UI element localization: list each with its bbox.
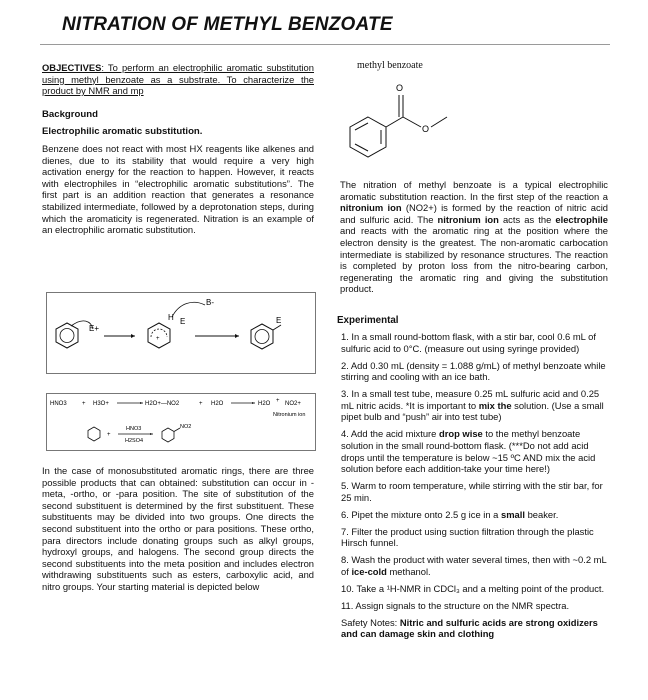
page-title: NITRATION OF METHYL BENZOATE <box>62 14 393 35</box>
step-6 <box>341 509 607 521</box>
arrowhead-1 <box>131 334 135 338</box>
eas-heading: Electrophilic aromatic substitution. <box>42 126 203 137</box>
nitronium-ion-label: Nitronium ion <box>273 412 306 418</box>
step-3-bold: mix the <box>478 399 512 411</box>
water-label-a: H2O <box>211 401 224 407</box>
nitration-text-4: and reacts with the aromatic ring at the position where the electron density is the greatest. The non-aromatic carbocation intermediate is stabilized by resonance structures. The reaction is completed by proton loss from the nitro-bearing carbon, regenerating the aromatic ring and giving the substitution product. <box>340 225 608 295</box>
nitration-paragraph <box>340 179 608 295</box>
benzene-small <box>88 427 100 441</box>
electrophile-bold: electrophile <box>555 213 608 225</box>
ring-double-bond-1 <box>355 123 368 130</box>
step-4-text-a: 4. Add the acid mixture <box>341 428 439 440</box>
mechanism-diagram <box>47 293 315 373</box>
step-8-text-a: 8. Wash the product with water several times, then with ~0.2 mL of <box>341 554 607 577</box>
step-8-text-c: methanol. <box>386 565 431 577</box>
title-divider <box>40 44 610 45</box>
step-6-text-a: 6. Pipet the mixture onto 2.5 g ice in a <box>341 508 501 520</box>
nitration-text-3: acts as the <box>498 213 556 225</box>
background-paragraph: Benzene does not react with most HX reagents like alkenes and dienes, due to its stability that would require a very high activation energy for the reaction to happen. However, it reacts with electrophiles in “electrophilic aromatic substitutions”. The first part is an addition reaction that generates a resonance stabilized intermediate, followed by a deprotonation steps, during which the aromaticity is regenerated. Nitration is an example of an electrophilic aromatic substitution. <box>42 143 314 236</box>
mechanism-figure <box>46 292 316 374</box>
experimental-heading: Experimental <box>337 315 399 326</box>
step-6-bold: small <box>501 508 525 520</box>
step-11: 11. Assign signals to the structure on the NMR spectra. <box>341 599 570 611</box>
plus-sign-1: + <box>82 401 86 407</box>
step-4-text-c: to the methyl benzoate solution in the small round-bottom flask. (***Do not add acid drops until the temperature is below ~15 ºC AND mix the acid solution before each addition-take your time here!) <box>341 428 596 475</box>
methyl-bond <box>431 117 447 127</box>
nitration-text-2: (NO2+) is formed by the reaction of nitric acid and sulfuric acid. The <box>340 202 609 225</box>
product-aromatic-circle <box>255 330 269 344</box>
ester-bond <box>403 117 421 127</box>
benzene-ring-reactant <box>56 323 78 348</box>
eq-arrowhead-2 <box>252 402 255 404</box>
step-10: 10. Take a ¹H-NMR in CDCl₃ and a melting point of the product. <box>341 582 605 594</box>
arrowhead-2 <box>235 334 239 338</box>
water-label-b: H2O <box>258 401 271 407</box>
safety-notes <box>341 617 607 640</box>
step-3-text-a: 3. In a small test tube, measure 0.25 mL sulfuric acid and 0.25 mL nitric acids. *It is important to <box>341 388 600 411</box>
step-2: 2. Add 0.30 mL (density = 1.088 g/mL) of methyl benzoate while stirring and cooling with an ice bath. <box>341 359 606 383</box>
aromatic-circle <box>60 329 74 343</box>
nitronium-figure <box>46 393 316 451</box>
ring-carbonyl-bond <box>386 117 403 127</box>
safety-warning: Nitric and sulfuric acids are strong oxidizers and can damage skin and clothing <box>341 616 598 640</box>
plus-sign-2: + <box>199 401 203 407</box>
objectives-text: : To perform an electrophilic aromatic substitution using methyl benzoate as a substrate. To characterize the product by NMR and mp <box>42 62 314 97</box>
methyl-benzoate-structure <box>335 75 475 175</box>
objectives-paragraph <box>42 62 314 97</box>
intermediate-e-label: E <box>180 317 186 326</box>
experimental-steps <box>341 331 607 645</box>
benzene-ring-product <box>251 324 273 349</box>
product-e-label: E <box>276 316 282 325</box>
plus-sign-3: + <box>276 398 280 404</box>
base-label: B- <box>206 298 214 307</box>
product-e-bond <box>273 325 281 330</box>
monosubstituted-paragraph: In the case of monosubstituted aromatic rings, there are three possible products that can obtained: substitution can occur in -meta, -ortho, or -para position. The site of substitution of the second substituent is determined by the first substituent. These substituents may be divided into two groups. One directs the second substituent into the ortho or para positions. These ortho, para directors include donating groups such as alkyl groups, hydroxyl groups, and halogens. The second group directs the second substituents into the meta position and includes electron withdrawing substituents such as esters, carboxylic acid, and nitro groups. Your starting material is depicted below <box>42 465 314 592</box>
reagent-h2so4: H2SO4 <box>125 438 144 444</box>
curved-arrow-base <box>172 302 205 317</box>
step-7: 7. Filter the product using suction filtration through the plastic Hirsch funnel. <box>341 525 594 549</box>
electrophile-label: E+ <box>89 324 100 333</box>
nitronium-ion-bold-1: nitronium ion <box>340 202 402 214</box>
nitro-group-label: NO2 <box>180 424 192 430</box>
step-5: 5. Warm to room temperature, while stirring with the stir bar, for 25 min. <box>341 480 603 503</box>
step-3-text-c: solution. (Use a small pipet bulb and “push” air into test tube) <box>341 399 604 423</box>
step-4-bold: drop wise <box>438 428 483 440</box>
nitronium-scheme <box>47 394 315 450</box>
positive-charge: + <box>156 336 160 342</box>
step-8 <box>341 554 607 577</box>
ring-double-bond-3 <box>355 144 368 151</box>
background-heading: Background <box>42 109 98 120</box>
protonated-nitric-label: H2O+—NO2 <box>145 401 180 407</box>
objectives-label: OBJECTIVES <box>42 62 102 73</box>
step-1: 1. In a small round-bottom flask, with a stir bar, cool 0.6 mL of sulfuric acid to 0°C. (measure out using syringe provided) <box>341 331 596 354</box>
nitration-text-1: The nitration of methyl benzoate is a typical electrophilic aromatic substitution reaction. In the first step of the reaction a <box>340 179 608 202</box>
hydrogen-label: H <box>168 313 174 322</box>
ester-oxygen: O <box>422 124 430 134</box>
hno3-label: HNO3 <box>50 401 67 407</box>
nitration-arrowhead <box>150 433 153 435</box>
nitronium-ion-bold-2: nitronium ion <box>437 213 499 225</box>
reagent-hno3: HNO3 <box>126 426 142 432</box>
step-8-bold: ice-cold <box>351 565 387 577</box>
step-6-text-c: beaker. <box>524 508 559 520</box>
nitrobenzene-ring <box>162 428 174 442</box>
carbonyl-oxygen: O <box>396 83 404 93</box>
step-4 <box>341 428 607 474</box>
h3o-label: H3O+ <box>93 401 109 407</box>
methyl-benzoate-caption: methyl benzoate <box>357 60 423 71</box>
step-3 <box>341 388 607 423</box>
safety-label: Safety Notes: <box>341 616 400 628</box>
eq-arrowhead-1 <box>140 402 143 404</box>
plus-sign-4: + <box>107 432 111 438</box>
nitronium-formula: NO2+ <box>285 401 301 407</box>
